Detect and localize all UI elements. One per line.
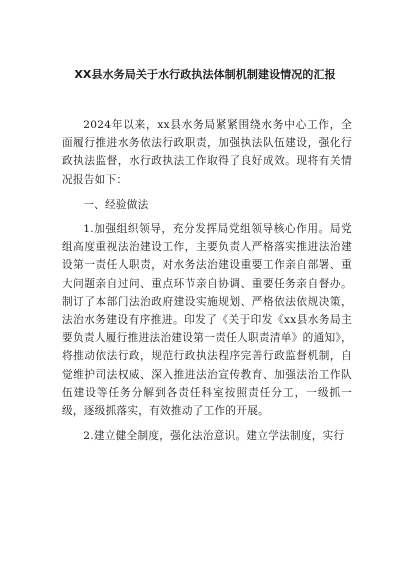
document-title: XX县水务局关于水行政执法体制机制建设情况的汇报 xyxy=(74,68,336,81)
document-body xyxy=(62,116,352,445)
item-1-paragraph: 1.加强组织领导，充分发挥局党组领导核心作用。局党组高度重视法治建设工作，主要负责人严格落实推进法治建设第一责任人职责，对水务法治建设重要工作亲自部署、重大问题亲自过问、重点环节亲自协调、重要任务亲自督办。制订了本部门法治政府建设实施规划、严格依法依规决策，法治水务建设有序推进。印发了《关于印发《xx县水务局主要负责人履行推进法治建设第一责任人职责清单》的通知》，将推动依法行政，规范行政执法程序完善行政监督机制，自觉维护司法权威、深入推进法治宣传教育、加强法治工作队伍建设等任务分解到各责任科室按照责任分工，一级抓一级，逐级抓落实，有效推动了工作的开展。 xyxy=(62,223,352,418)
intro-paragraph: 2024年以来，xx县水务局紧紧围绕水务中心工作，全面履行推进水务依法行政职责，加强执法队伍建设，强化行政执法监督，水行政执法工作取得了良好成效。现将有关情况报告如下： xyxy=(62,119,352,186)
item-2-paragraph: 2.建立健全制度，强化法治意识。建立学法制度，实行 xyxy=(83,430,345,443)
section-heading: 一、经验做法 xyxy=(83,198,149,211)
